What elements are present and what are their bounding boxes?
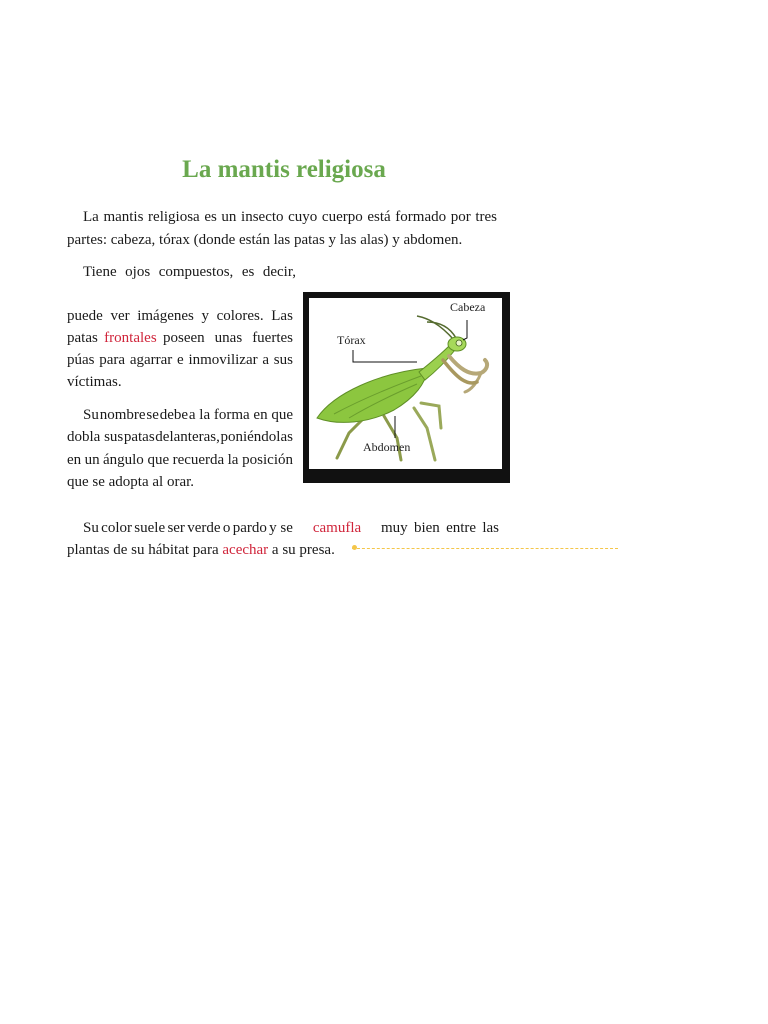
eyes-line-1 — [83, 261, 296, 283]
word: es — [204, 209, 217, 225]
word: cuerpo — [321, 209, 363, 225]
name-line-4: que se adopta al orar. — [67, 474, 195, 490]
word: e — [177, 352, 184, 368]
word: colores. — [216, 308, 264, 324]
word: entre — [446, 520, 477, 536]
word: las — [482, 520, 499, 536]
word: ángulo que — [102, 452, 170, 468]
word: puede — [67, 308, 103, 324]
word: delanteras, — [155, 429, 220, 445]
name-line-2 — [67, 426, 293, 448]
word: en — [67, 452, 82, 468]
word: ojos — [125, 264, 151, 280]
intro-line-1 — [83, 206, 497, 228]
word: pardo — [232, 520, 267, 536]
word: dobla sus — [67, 429, 124, 445]
word: la posición — [227, 452, 293, 468]
word: poniéndolas — [220, 429, 293, 445]
intro-line-2: partes: cabeza, tórax (donde están las patas y las alas) y abdomen. — [67, 232, 463, 248]
highlight-frontales: frontales — [104, 330, 157, 346]
dashed-underline — [352, 548, 618, 549]
word: verde — [187, 520, 221, 536]
word: a la forma en que — [188, 407, 293, 423]
word: sus — [273, 352, 293, 368]
word: tres — [475, 209, 497, 225]
word: Tiene — [83, 264, 117, 280]
word: imágenes — [137, 308, 194, 324]
word: decir, — [262, 264, 296, 280]
word: Las — [271, 308, 293, 324]
word: ver — [110, 308, 130, 324]
word: para — [99, 352, 126, 368]
word: ser — [167, 520, 185, 536]
word: y — [201, 308, 209, 324]
color-line-2-start: plantas de su hábitat para — [67, 542, 223, 558]
name-line-3 — [67, 449, 293, 471]
word: agarrar — [129, 352, 173, 368]
word: nombre — [99, 407, 146, 423]
word: compuestos, — [158, 264, 234, 280]
label-torax: Tórax — [337, 333, 366, 347]
word: insecto — [241, 209, 284, 225]
mantis-figure — [303, 292, 510, 483]
word: patas — [123, 429, 155, 445]
word: poseen — [163, 330, 205, 346]
eyes-line-4 — [67, 349, 293, 371]
color-line-1-start — [83, 517, 293, 539]
word: muy — [381, 520, 408, 536]
word: color — [101, 520, 132, 536]
word: inmovilizar — [188, 352, 258, 368]
word: debe — [159, 407, 189, 423]
name-line-1 — [83, 404, 293, 426]
word: mantis — [103, 209, 144, 225]
eyes-line-2 — [67, 305, 293, 327]
word: está — [367, 209, 391, 225]
word: religiosa — [148, 209, 200, 225]
word: unas — [214, 330, 243, 346]
page-title: La mantis religiosa — [182, 156, 386, 183]
word: bien — [413, 520, 440, 536]
word: por — [450, 209, 471, 225]
color-line-1 — [83, 517, 499, 539]
color-line-2-end: a su presa. — [268, 542, 335, 558]
label-abdomen: Abdomen — [363, 440, 411, 454]
eyes-line-3-rest — [163, 327, 293, 349]
eyes-line-3 — [67, 327, 293, 349]
color-line-2 — [67, 539, 335, 561]
word: Su — [83, 407, 99, 423]
word: formado — [395, 209, 447, 225]
word: cuyo — [288, 209, 318, 225]
label-cabeza: Cabeza — [450, 300, 486, 314]
figure-canvas — [309, 298, 502, 469]
color-line-1-end — [381, 517, 499, 539]
word: un — [221, 209, 237, 225]
word: recuerda — [172, 452, 225, 468]
eyes-line-5: víctimas. — [67, 374, 122, 390]
word: púas — [67, 352, 95, 368]
word: y se — [269, 520, 293, 536]
word: Su — [83, 520, 99, 536]
word: a — [262, 352, 270, 368]
word: se — [146, 407, 159, 423]
word: suele — [134, 520, 166, 536]
word: es — [241, 264, 255, 280]
highlight-camufla: camufla — [312, 520, 362, 536]
highlight-acechar: acechar — [222, 542, 269, 558]
word: un — [84, 452, 100, 468]
word: o — [222, 520, 231, 536]
word: fuertes — [252, 330, 293, 346]
eyes-word-patas: patas — [67, 330, 98, 346]
word: La — [83, 209, 99, 225]
